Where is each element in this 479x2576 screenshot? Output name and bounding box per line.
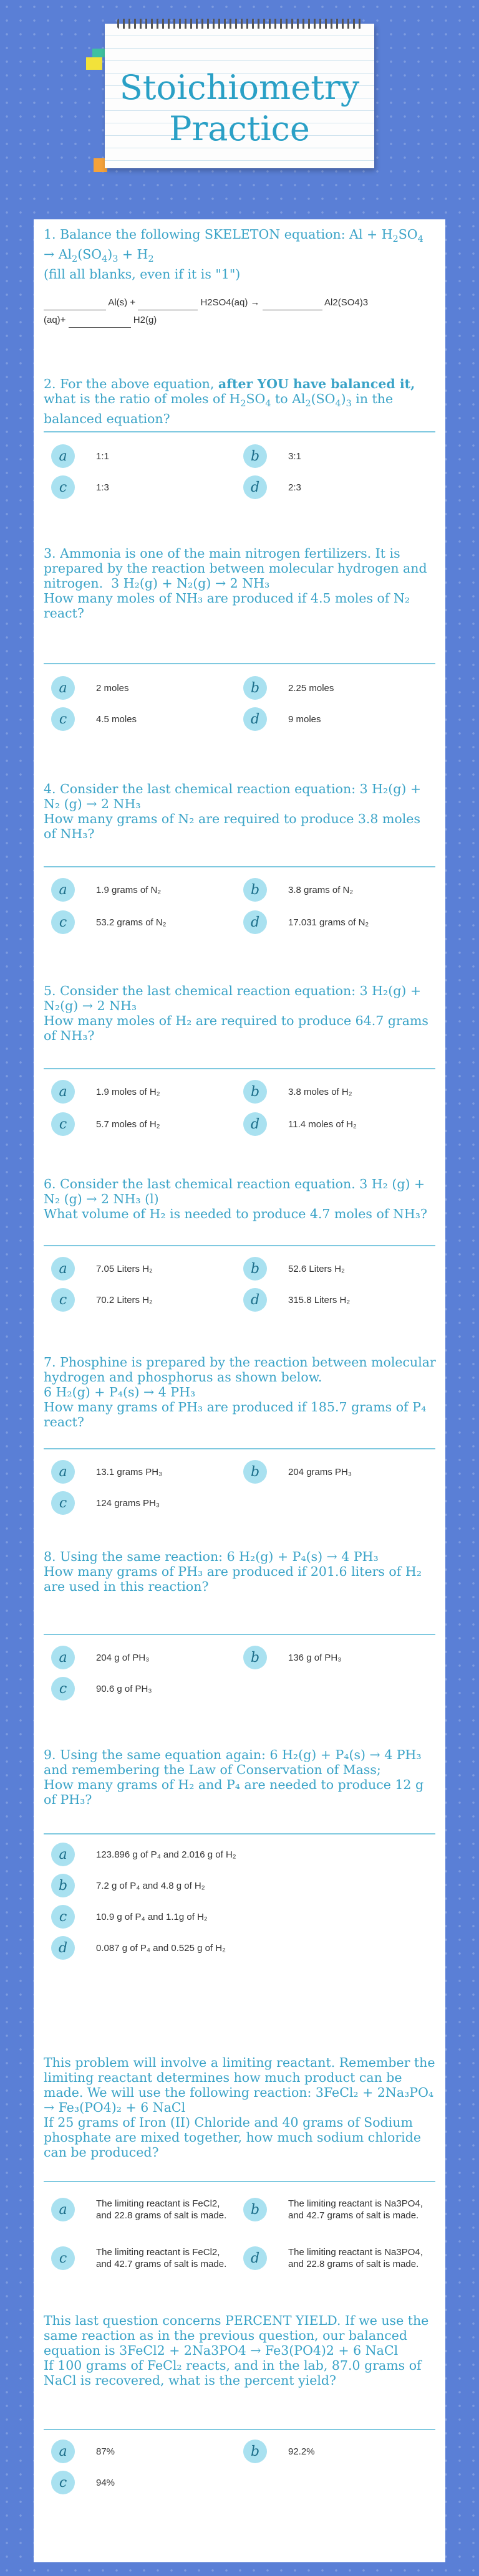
page-title: [105, 67, 374, 150]
divider: [44, 1833, 435, 1834]
option-b[interactable]: b 3:1: [243, 442, 301, 470]
divider: [44, 866, 435, 867]
option-b[interactable]: b 3.8 grams of N₂: [243, 876, 353, 904]
blank-h2so4[interactable]: [138, 302, 198, 310]
header: [0, 0, 479, 224]
question-11: This last question concerns PERCENT YIELD. If we use the same reaction as in the previous question, our balanced equation is 3FeCl2 + 2Na3PO4 → Fe3(PO4)2 + 6 NaCl If 100 grams of FeCl₂ reacts, and in the lab, 87.0 grams of NaCl is recovered, what is the percent yield?: [44, 2313, 429, 2388]
option-c[interactable]: c 124 grams PH₃: [51, 1489, 160, 1517]
badge-d: d: [243, 2246, 267, 2270]
badge-c: c: [51, 1112, 75, 1136]
divider: [44, 1448, 435, 1449]
option-c[interactable]: c 90.6 g of PH₃: [51, 1675, 152, 1702]
blank-h2[interactable]: [69, 319, 131, 328]
fill-blank-row-2: (aq)+ H2(g): [44, 313, 157, 328]
option-b[interactable]: b The limiting reactant is Na3PO4, and 42.7 grams of salt is made.: [243, 2190, 425, 2230]
option-c[interactable]: c 5.7 moles of H₂: [51, 1110, 160, 1138]
badge-b: b: [51, 1874, 75, 1897]
badge-b: b: [243, 1646, 267, 1669]
option-b[interactable]: b 3.8 moles of H₂: [243, 1078, 352, 1105]
title-line-2: Practice: [169, 109, 310, 148]
badge-b: b: [243, 2198, 267, 2221]
option-a[interactable]: a 87%: [51, 2438, 115, 2465]
option-d[interactable]: d The limiting reactant is Na3PO4, and 22.8 grams of salt is made.: [243, 2238, 425, 2278]
option-b[interactable]: b 7.2 g of P₄ and 4.8 g of H₂: [51, 1872, 205, 1899]
question-1: 1. Balance the following SKELETON equation: $Al + H_2SO_4 \to Al_2(SO_4)_3 + H_2$ (fill all blanks, even if it is "1"): [44, 227, 437, 282]
badge-a: a: [51, 1460, 75, 1484]
badge-a: a: [51, 2440, 75, 2463]
badge-c: c: [51, 2246, 75, 2270]
option-a[interactable]: a 1:1: [51, 442, 109, 470]
green-tab: [92, 49, 106, 57]
option-b[interactable]: b 136 g of PH₃: [243, 1644, 341, 1671]
worksheet-card: [34, 219, 445, 2562]
question-7: 7. Phosphine is prepared by the reaction between molecular hydrogen and phosphorus as shown below. 6 H₂(g) + P₄(s) → 4 PH₃ How many grams of PH₃ are produced if 185.7 grams of P₄ react?: [44, 1355, 436, 1429]
option-a[interactable]: a 1.9 grams of N₂: [51, 876, 161, 904]
option-d[interactable]: d 17.031 grams of N₂: [243, 909, 369, 936]
badge-b: b: [243, 878, 267, 902]
divider: [44, 663, 435, 664]
badge-b: b: [243, 2440, 267, 2463]
badge-c: c: [51, 1677, 75, 1701]
question-4: 4. Consider the last chemical reaction equation: 3 H₂(g) + N₂ (g) → 2 NH₃ How many grams of N₂ are required to produce 3.8 moles of NH₃?: [44, 781, 422, 841]
fill-blank-row-1: Al(s) + H2SO4(aq) → Al2(SO4)3: [44, 295, 368, 310]
badge-c: c: [51, 707, 75, 731]
badge-b: b: [243, 676, 267, 700]
badge-a: a: [51, 878, 75, 902]
divider: [44, 2429, 435, 2430]
option-c[interactable]: c 70.2 Liters H₂: [51, 1286, 153, 1314]
badge-b: b: [243, 444, 267, 468]
title-line-1: Stoichiometry: [119, 68, 360, 107]
divider: [44, 2181, 435, 2182]
option-a[interactable]: a 204 g of PH₃: [51, 1644, 149, 1671]
badge-b: b: [243, 1080, 267, 1104]
badge-d: d: [243, 1288, 267, 1312]
question-2: 2. For the above equation, after YOU have balanced it, what is the ratio of moles of $H_2SO_4$ to $Al_2(SO_4)_3$ in the balanced equation?: [44, 376, 415, 427]
option-a[interactable]: a 123.896 g of P₄ and 2.016 g of H₂: [51, 1841, 236, 1868]
badge-d: d: [51, 1936, 75, 1960]
option-a[interactable]: a 2 moles: [51, 674, 129, 702]
divider: [44, 1245, 435, 1246]
option-d[interactable]: d 315.8 Liters H₂: [243, 1286, 350, 1314]
badge-c: c: [51, 1491, 75, 1515]
option-d[interactable]: d 0.087 g of P₄ and 0.525 g of H₂: [51, 1934, 226, 1962]
option-b[interactable]: b 92.2%: [243, 2438, 315, 2465]
blank-al[interactable]: [44, 302, 106, 310]
badge-a: a: [51, 1080, 75, 1104]
option-a[interactable]: a 1.9 moles of H₂: [51, 1078, 160, 1105]
badge-d: d: [243, 1112, 267, 1136]
badge-b: b: [243, 1257, 267, 1281]
option-d[interactable]: d 2:3: [243, 474, 301, 501]
notepad-spiral: [117, 19, 362, 29]
option-a[interactable]: a 7.05 Liters H₂: [51, 1255, 153, 1282]
option-d[interactable]: d 9 moles: [243, 705, 321, 733]
option-c[interactable]: c 1:3: [51, 474, 109, 501]
option-b[interactable]: b 204 grams PH₃: [243, 1458, 352, 1486]
badge-c: c: [51, 475, 75, 499]
badge-a: a: [51, 2198, 75, 2221]
option-c[interactable]: c 4.5 moles: [51, 705, 137, 733]
badge-a: a: [51, 676, 75, 700]
badge-c: c: [51, 2471, 75, 2494]
badge-c: c: [51, 910, 75, 934]
option-a[interactable]: a The limiting reactant is FeCl2, and 22.8 grams of salt is made.: [51, 2190, 233, 2230]
option-b[interactable]: b 52.6 Liters H₂: [243, 1255, 345, 1282]
question-8: 8. Using the same reaction: 6 H₂(g) + P₄(s) → 4 PH₃ How many grams of PH₃ are produced if 201.6 liters of H₂ are used in this reaction?: [44, 1549, 422, 1594]
option-c[interactable]: c The limiting reactant is FeCl2, and 42.7 grams of salt is made.: [51, 2238, 233, 2278]
option-c[interactable]: c 94%: [51, 2469, 115, 2496]
question-6: 6. Consider the last chemical reaction equation. 3 H₂ (g) + N₂ (g) → 2 NH₃ (l) What volume of H₂ is needed to produce 4.7 moles of NH₃?: [44, 1176, 427, 1221]
question-5: 5. Consider the last chemical reaction equation: 3 H₂(g) + N₂(g) → 2 NH₃ How many moles of H₂ are required to produce 64.7 grams of NH₃?: [44, 983, 428, 1043]
badge-a: a: [51, 1257, 75, 1281]
option-c[interactable]: c 10.9 g of P₄ and 1.1g of H₂: [51, 1903, 208, 1930]
yellow-tab: [86, 57, 102, 70]
badge-a: a: [51, 444, 75, 468]
badge-c: c: [51, 1288, 75, 1312]
option-d[interactable]: d 11.4 moles of H₂: [243, 1110, 357, 1138]
badge-d: d: [243, 910, 267, 934]
badge-a: a: [51, 1843, 75, 1866]
divider: [44, 1068, 435, 1069]
badge-b: b: [243, 1460, 267, 1484]
badge-d: d: [243, 475, 267, 499]
option-b[interactable]: b 2.25 moles: [243, 674, 334, 702]
question-9: 9. Using the same equation again: 6 H₂(g) + P₄(s) → 4 PH₃ and remembering the Law of Conservation of Mass; How many grams of H₂ and P₄ are needed to produce 12 g of PH₃?: [44, 1747, 424, 1807]
badge-a: a: [51, 1646, 75, 1669]
divider: [44, 1634, 435, 1635]
question-10: This problem will involve a limiting reactant. Remember the limiting reactant determines how much product can be made. We will use the following reaction: 3FeCl₂ + 2Na₃PO₄ → Fe₃(PO4)₂ + 6 NaCl If 25 grams of Iron (II) Chloride and 40 grams of Sodium phosphate are mixed together, how much sodium chloride can be produced?: [44, 2055, 435, 2160]
question-3: 3. Ammonia is one of the main nitrogen fertilizers. It is prepared by the reaction between molecular hydrogen and nitrogen. 3 H₂(g) + N₂(g) → 2 NH₃ How many moles of NH₃ are produced if 4.5 moles of N₂ react?: [44, 546, 427, 621]
badge-c: c: [51, 1905, 75, 1929]
divider: [44, 431, 435, 432]
option-c[interactable]: c 53.2 grams of N₂: [51, 909, 167, 936]
badge-d: d: [243, 707, 267, 731]
option-a[interactable]: a 13.1 grams PH₃: [51, 1458, 162, 1486]
blank-al2so43[interactable]: [263, 302, 322, 310]
question-1-note: (fill all blanks, even if it is "1"): [44, 267, 241, 282]
